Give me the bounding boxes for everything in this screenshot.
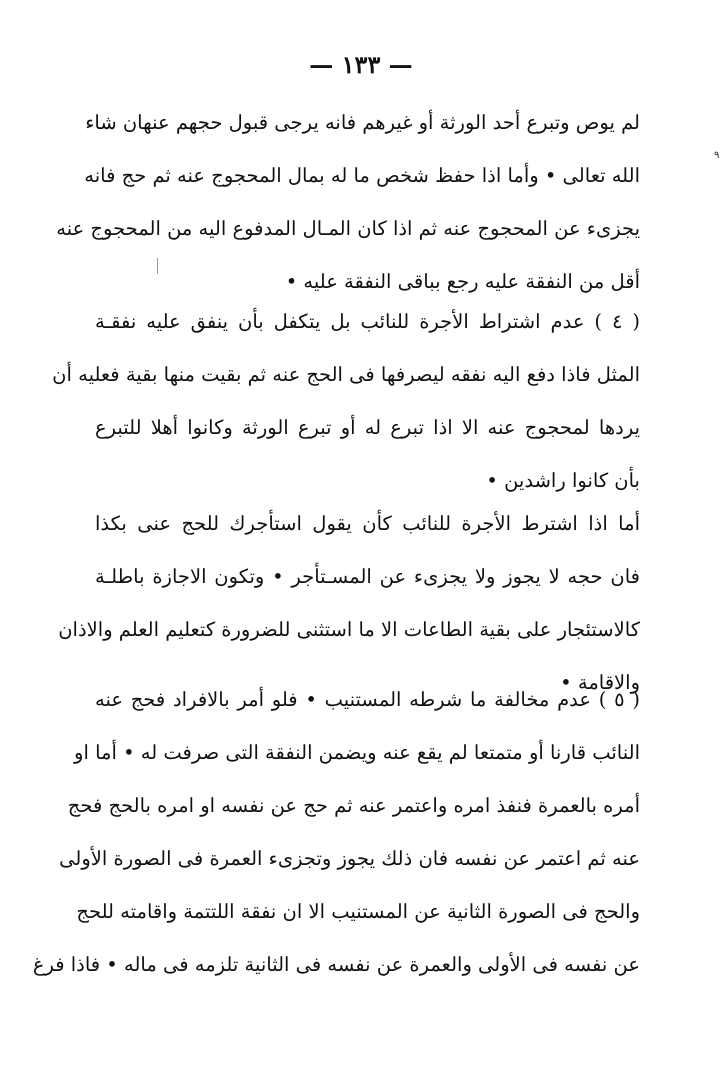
text-line: أقل من النفقة عليه رجع بباقى النفقة عليه • xyxy=(285,270,640,293)
text-line: والحج فى الصورة الثانية عن المستنيب الا ان نفقة اللتتمة واقامته للحج xyxy=(76,900,640,923)
paragraph-1 xyxy=(56,96,640,308)
text-line: فان حجه لا يجوز ولا يجزىء عن المسـتأجر • وتكون الاجازة باطلـة xyxy=(95,565,640,588)
text-line: والاقامة • xyxy=(560,671,640,694)
text-line: أمره بالعمرة فنفذ امره واعتمر عنه ثم حج عن نفسه او امره بالحج فحج xyxy=(67,794,640,817)
margin-mark: ٩ xyxy=(714,150,720,161)
page-number: — ١٣٣ — xyxy=(309,50,413,79)
text-line: يردها لمحجوج عنه الا اذا تبرع له أو تبرع الورثة وكانوا أهلا للتبرع xyxy=(95,416,640,439)
paragraph-4 xyxy=(32,673,640,991)
text-line: الله تعالى • وأما اذا حفظ شخص ما له بمال المحجوج عنه ثم حج فانه xyxy=(84,164,640,187)
text-line: النائب قارنا أو متمتعا لم يقع عنه ويضمن النفقة التى صرفت له • أما او xyxy=(74,741,640,764)
text-line: ( ٤ ) عدم اشتراط الأجرة للنائب بل يتكفل بأن ينفق عليه نفقـة xyxy=(95,310,640,333)
text-line: أما اذا اشترط الأجرة للنائب كأن يقول استأجرك للحج عنى بكذا xyxy=(95,512,640,535)
text-line: بأن كانوا راشدين • xyxy=(486,469,640,492)
text-line: كالاستئجار على بقية الطاعات الا ما استثنى للضرورة كتعليم العلم والاذان xyxy=(58,618,640,641)
paragraph-2 xyxy=(52,295,640,507)
text-line: لم يوص وتبرع أحد الورثة أو غيرهم فانه يرجى قبول حجهم عنهان شاء xyxy=(85,111,640,134)
text-line: المثل فاذا دفع اليه نفقه ليصرفها فى الحج عنه ثم بقيت منها بقية فعليه أن xyxy=(52,363,640,386)
text-line: يجزىء عن المحجوج عنه ثم اذا كان المـال المدفوع اليه من المحجوج عنه xyxy=(56,217,640,240)
text-line: عن نفسه فى الأولى والعمرة عن نفسه فى الثانية تلزمه فى ماله • فاذا فرغ xyxy=(32,953,640,976)
text-line: ( ٥ ) عدم مخالفة ما شرطه المستنيب • فلو أمر بالافراد فحج عنه xyxy=(95,688,640,711)
text-line: عنه ثم اعتمر عن نفسه فان ذلك يجوز وتجزىء العمرة فى الصورة الأولى xyxy=(59,847,640,870)
